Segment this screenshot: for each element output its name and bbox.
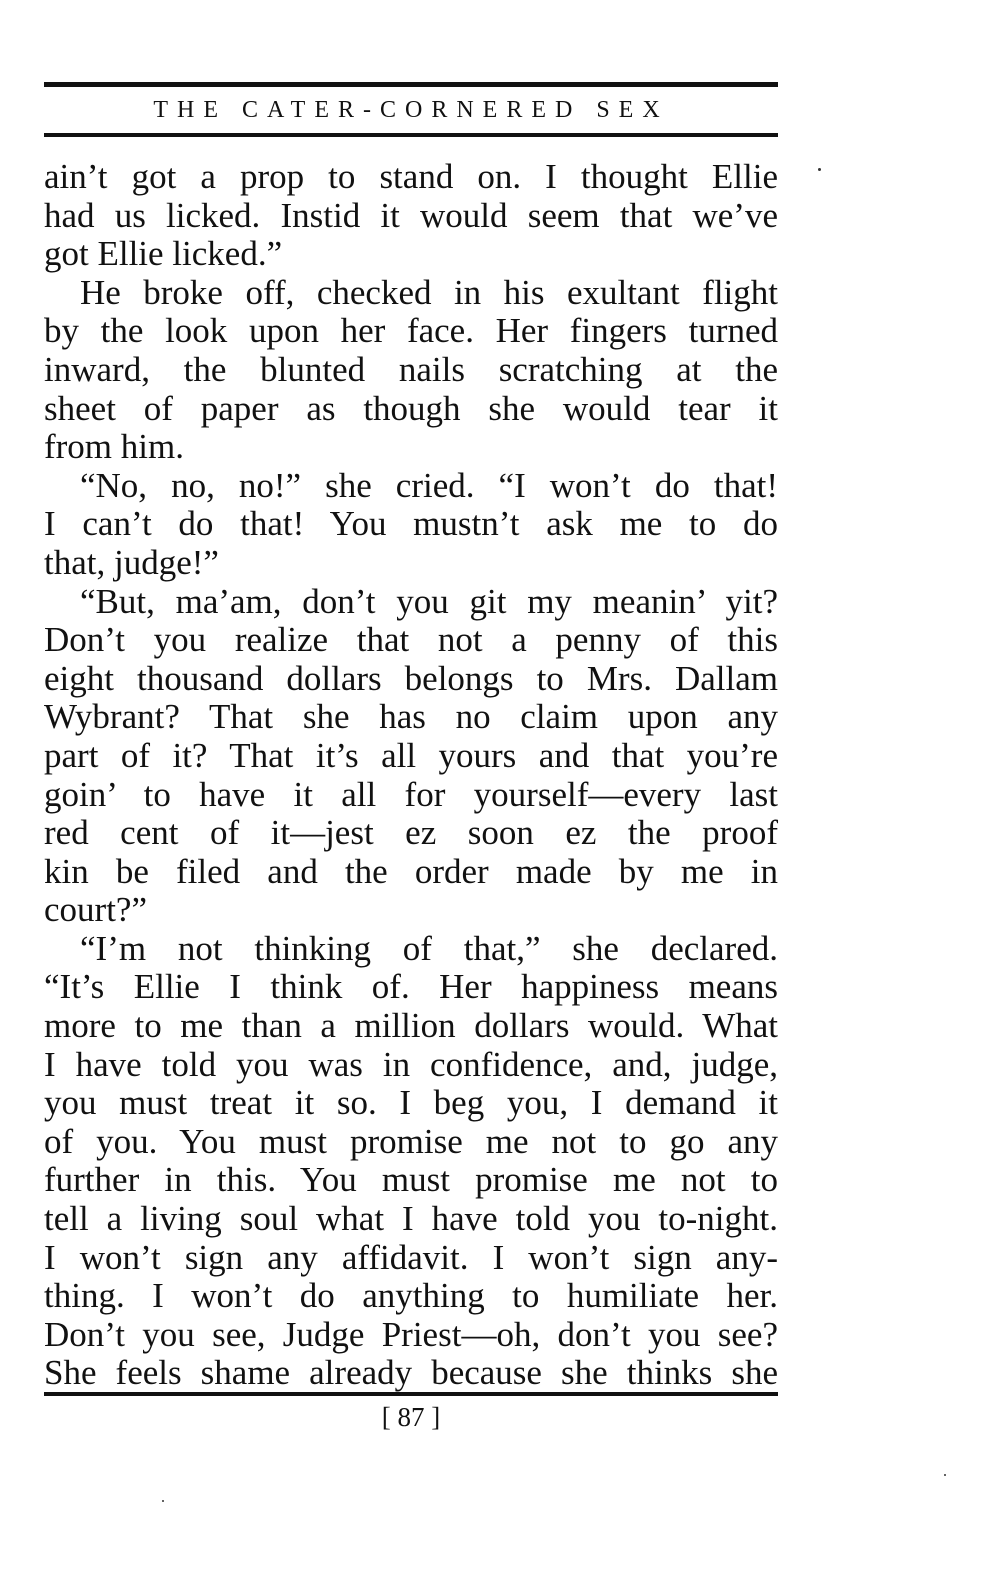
text-line: I won’t sign any affidavit. I won’t sign any- [44,1237,778,1277]
scan-speck [162,1500,164,1502]
text-line: by the look upon her face. Her fingers turned [44,311,778,351]
footer-rule [44,1392,778,1396]
text-line: inward, the blunted nails scratching at the [44,349,778,389]
text-line: sheet of paper as though she would tear it [44,388,778,428]
text-line: further in this. You must promise me not to [44,1160,778,1200]
book-page [44,0,778,1596]
text-line: from him. [44,427,184,467]
text-line: eight thousand dollars belongs to Mrs. Dallam [44,658,778,698]
text-line: “But, ma’am, don’t you git my meanin’ yit? [80,581,778,621]
text-line: got Ellie licked.” [44,234,283,274]
scan-speck [818,168,821,171]
text-line: Don’t you realize that not a penny of this [44,620,778,660]
text-line: of you. You must promise me not to go any [44,1121,778,1161]
text-line: had us licked. Instid it would seem that we’ve [44,195,778,235]
body-text [44,158,778,1393]
scan-speck [944,1474,946,1476]
text-line: part of it? That it’s all yours and that you’re [44,735,778,775]
text-line: goin’ to have it all for yourself—every last [44,774,778,814]
page-number: [ 87 ] [381,1402,441,1432]
text-line: that, judge!” [44,542,219,582]
text-line: I can’t do that! You mustn’t ask me to do [44,504,778,544]
text-line: I have told you was in confidence, and, judge, [44,1044,778,1084]
top-rule [44,82,778,87]
text-line: “I’m not thinking of that,” she declared. [80,928,778,968]
text-line: “No, no, no!” she cried. “I won’t do that! [80,465,778,505]
text-line: more to me than a million dollars would. What [44,1006,778,1046]
text-line: Don’t you see, Judge Priest—oh, don’t you see? [44,1314,778,1354]
text-line: ain’t got a prop to stand on. I thought Ellie [44,157,778,196]
text-line: kin be filed and the order made by me in [44,851,778,891]
text-line: tell a living soul what I have told you to-night. [44,1199,778,1239]
text-line: red cent of it—jest ez soon ez the proof [44,813,778,853]
text-line: “It’s Ellie I think of. Her happiness means [44,967,778,1007]
text-line: Wybrant? That she has no claim upon any [44,697,778,737]
text-line: court?” [44,890,147,930]
header-rule [44,133,778,137]
text-line: She feels shame already because she thinks she [44,1353,778,1393]
text-line: you must treat it so. I beg you, I demand it [44,1083,778,1123]
text-line: He broke off, checked in his exultant flight [80,272,778,312]
running-head: THE CATER-CORNERED SEX [153,97,669,123]
text-line: thing. I won’t do anything to humiliate her. [44,1276,778,1316]
